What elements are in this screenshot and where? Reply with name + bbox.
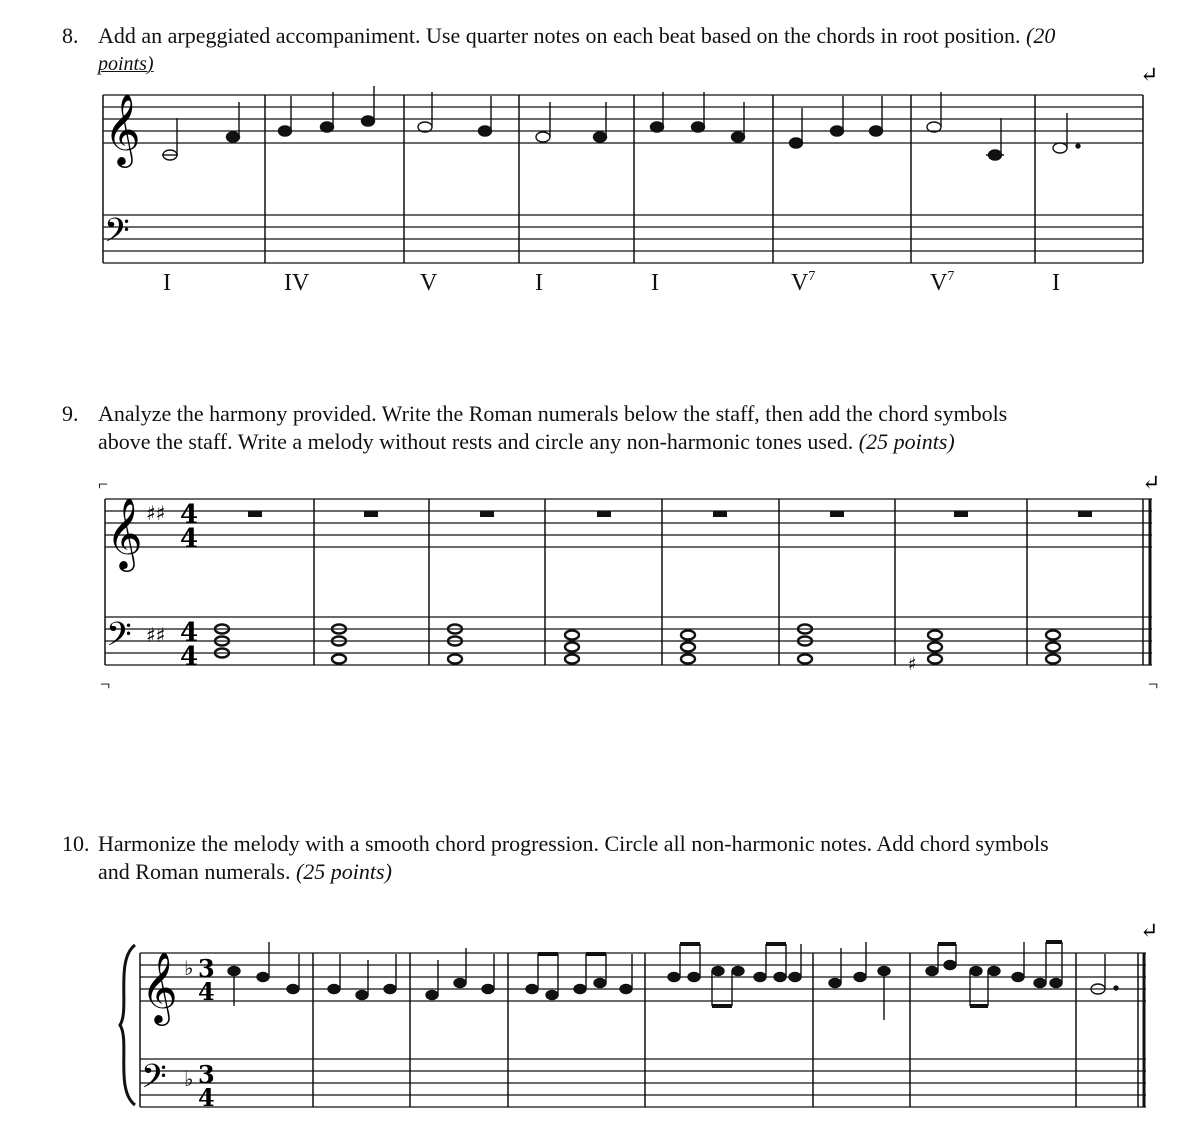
bass-staff (140, 1059, 1146, 1107)
points-label: (20 (1026, 23, 1056, 48)
bass-clef-icon: 𝄢 (141, 1058, 167, 1104)
roman-numeral: V (420, 270, 438, 296)
question-number: 10. (62, 831, 90, 856)
treble-clef-icon: 𝄞 (104, 92, 141, 165)
corner-mark-icon: ↵ (1142, 470, 1161, 495)
sharp-accidental: ♯ (908, 654, 917, 675)
question-number: 8. (62, 23, 79, 48)
roman-numeral: $V^7$ (930, 269, 955, 296)
points-label: (25 points) (295, 859, 392, 884)
roman-numeral: I (535, 270, 543, 296)
roman-numeral: I (163, 270, 171, 296)
melody-notes (228, 942, 1118, 1020)
time-signature: 4 (198, 1083, 215, 1112)
corner-mark-icon: ¬ (100, 674, 111, 694)
question-line: Analyze the harmony provided. Write the Roman numerals below the staff, then add the chord symbols (98, 401, 1008, 426)
time-signature: 3 (198, 1060, 215, 1089)
question-line: above the staff. Write a melody without rests and circle any non-harmonic tones used. (98, 429, 854, 454)
corner-mark-icon: ↵ (1140, 918, 1159, 943)
time-signature: 4 (198, 977, 215, 1006)
corner-mark-icon: ⌐ (98, 474, 109, 494)
key-signature-sharps: ♯♯ (146, 623, 166, 647)
key-signature-sharps: ♯♯ (146, 501, 166, 525)
points-label-continued: points) (98, 53, 154, 75)
key-signature-flat: ♭ (184, 956, 194, 980)
brace-icon (120, 945, 135, 1105)
time-signature: 4 (180, 618, 199, 648)
corner-mark-icon: ¬ (1148, 674, 1159, 694)
time-signature: 4 (180, 524, 199, 554)
roman-numeral: IV (284, 270, 310, 296)
time-signature: 4 (180, 642, 199, 672)
bass-clef-icon: 𝄢 (104, 212, 130, 258)
time-signature: 3 (198, 954, 215, 983)
roman-numeral: I (1052, 270, 1060, 296)
key-signature-flat: ♭ (184, 1067, 194, 1091)
question-line: Add an arpeggiated accompaniment. Use quarter notes on each beat based on the chords in root position. (98, 23, 1021, 48)
points-label: (25 points) (858, 429, 955, 454)
question-number: 9. (62, 401, 79, 426)
roman-numeral: I (651, 270, 659, 296)
question-line: and Roman numerals. (98, 859, 291, 884)
corner-mark-icon: ↵ (1140, 62, 1159, 87)
bass-clef-icon: 𝄢 (106, 616, 132, 662)
question-line: Harmonize the melody with a smooth chord progression. Circle all non-harmonic notes. Add chord symbols (98, 831, 1049, 856)
treble-clef-icon: 𝄞 (141, 950, 178, 1023)
roman-numeral: $V^7$ (791, 269, 816, 296)
treble-clef-icon: 𝄞 (106, 496, 143, 569)
time-signature: 4 (180, 500, 199, 530)
